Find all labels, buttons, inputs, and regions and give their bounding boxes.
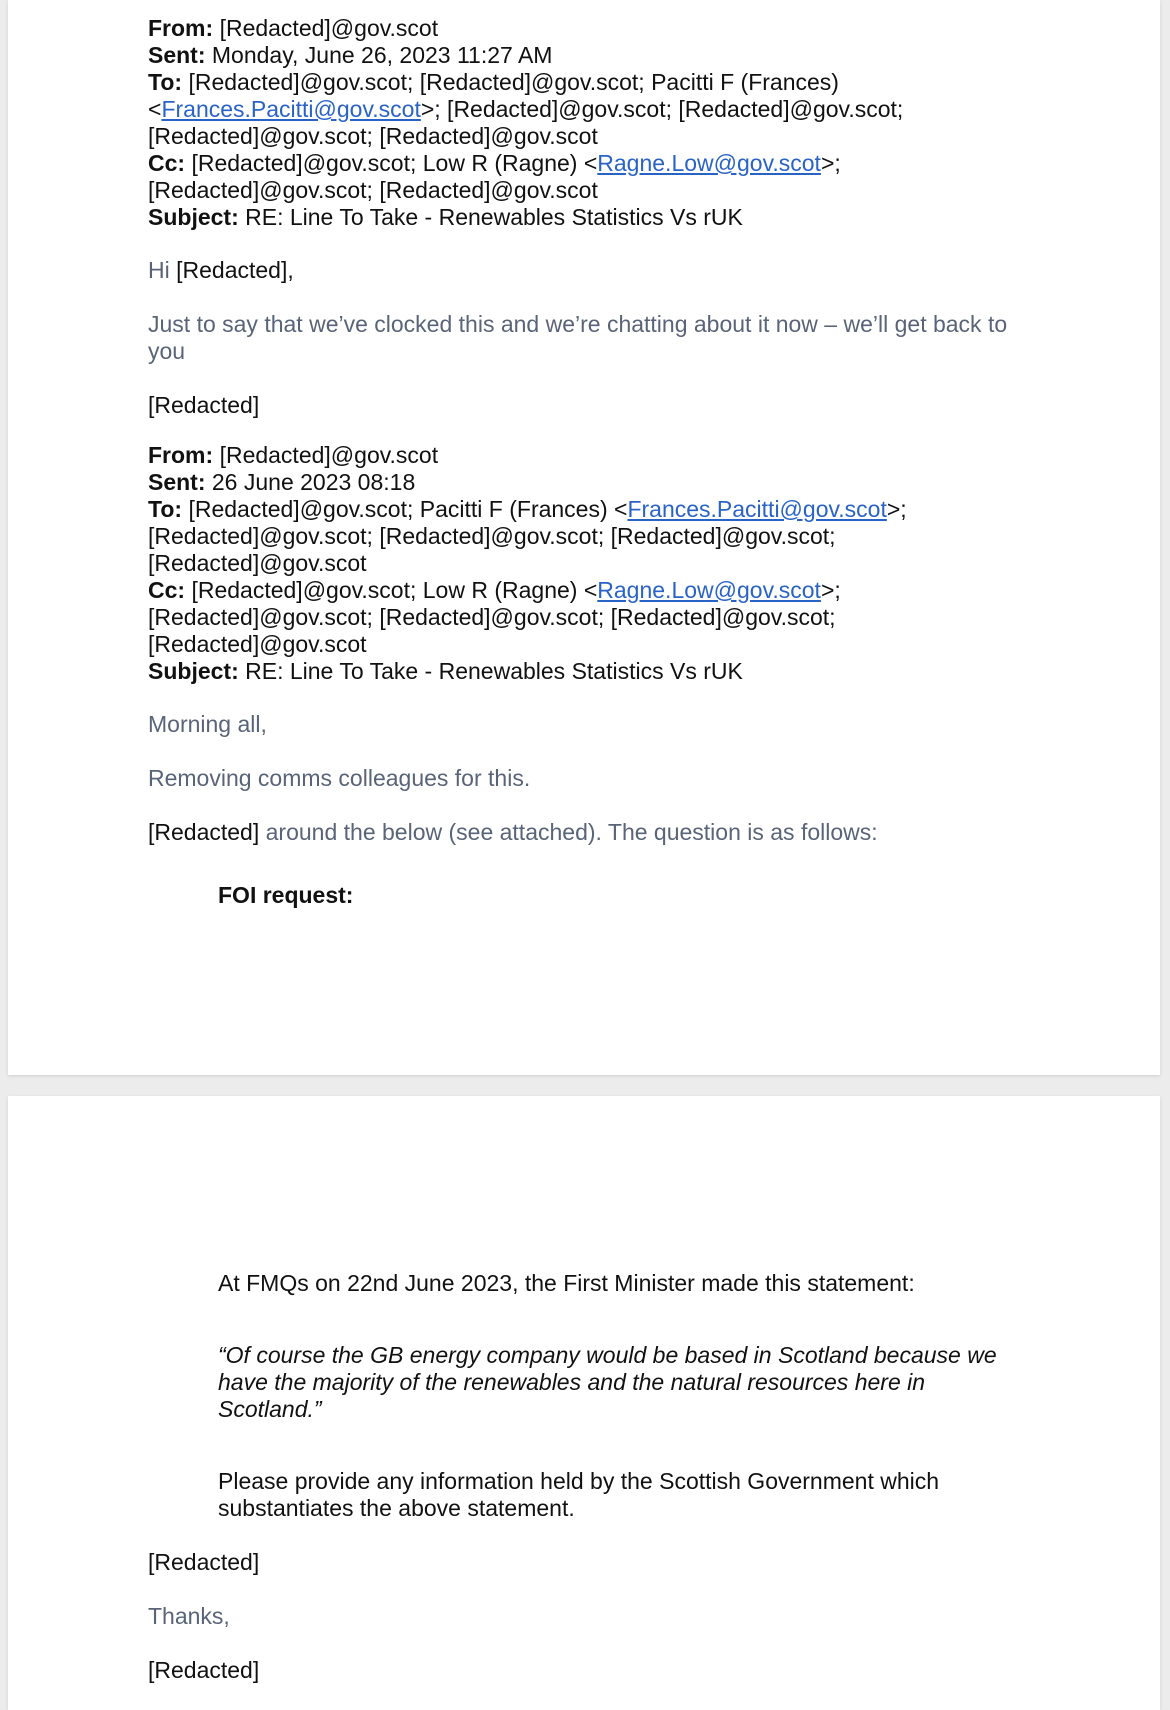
body-text: Removing comms colleagues for this.	[148, 765, 531, 791]
email-2-continued	[148, 1270, 1040, 1684]
to-line: [Redacted]@gov.scot; [Redacted]@gov.scot; Pacitti F (Frances)	[188, 69, 839, 95]
subject-label: Subject:	[148, 658, 239, 684]
to-label: To:	[148, 496, 183, 522]
request-line: Please provide any information held by the Scottish Government which	[218, 1468, 940, 1494]
subject-label: Subject:	[148, 204, 239, 230]
email-header-sent	[148, 469, 1040, 496]
to-text: >;	[886, 496, 907, 522]
to-text: [Redacted]@gov.scot; Pacitti F (Frances) <	[188, 496, 628, 522]
foi-heading: FOI request:	[218, 882, 354, 908]
email-link-frances[interactable]: Frances.Pacitti@gov.scot	[627, 496, 887, 522]
sent-label: Sent:	[148, 469, 206, 495]
greeting	[148, 257, 1040, 284]
email-header-cc-cont: [Redacted]@gov.scot	[148, 631, 367, 657]
redacted-text: [Redacted]	[148, 819, 260, 845]
document-page-1	[8, 0, 1160, 1075]
email-header-to-cont: [Redacted]@gov.scot; [Redacted]@gov.scot	[148, 123, 598, 149]
email-header-to-cont: [Redacted]@gov.scot; [Redacted]@gov.scot; [Redacted]@gov.scot;	[148, 523, 836, 549]
greeting-text: Hi	[148, 257, 177, 283]
email-header-to-cont	[148, 96, 1040, 123]
sent-value: 26 June 2023 08:18	[211, 469, 416, 495]
email-link-ragne[interactable]: Ragne.Low@gov.scot	[597, 577, 821, 603]
sent-label: Sent:	[148, 42, 206, 68]
to-text: <	[148, 96, 162, 122]
greeting: Morning all,	[148, 711, 267, 737]
subject-value: RE: Line To Take - Renewables Statistics Vs rUK	[245, 658, 743, 684]
email-header-sent	[148, 42, 1040, 69]
cc-text: >;	[820, 150, 841, 176]
from-value: [Redacted]@gov.scot	[219, 442, 439, 468]
quote-line: “Of course the GB energy company would be based in Scotland because we	[218, 1342, 997, 1368]
sent-value: Monday, June 26, 2023 11:27 AM	[211, 42, 553, 68]
to-label: To:	[148, 69, 183, 95]
email-header-subject	[148, 658, 1040, 685]
signoff: [Redacted]	[148, 392, 260, 418]
body-line: around the below (see attached). The question is as follows:	[259, 819, 878, 845]
email-header-cc-cont: [Redacted]@gov.scot; [Redacted]@gov.scot; [Redacted]@gov.scot;	[148, 604, 836, 630]
body-text	[148, 819, 1040, 846]
body-text	[148, 311, 1040, 365]
email-header-subject	[148, 204, 1040, 231]
cc-label: Cc:	[148, 577, 186, 603]
quote-line: have the majority of the renewables and the natural resources here in	[218, 1369, 926, 1395]
cc-text: >;	[820, 577, 841, 603]
request-line: substantiates the above statement.	[218, 1495, 575, 1521]
email-link-frances[interactable]: Frances.Pacitti@gov.scot	[161, 96, 421, 122]
email-header-from	[148, 442, 1040, 469]
from-label: From:	[148, 442, 214, 468]
greeting-redacted: [Redacted],	[176, 257, 294, 283]
quote-line: Scotland.”	[218, 1396, 322, 1422]
from-label: From:	[148, 15, 214, 41]
email-1	[148, 15, 1040, 419]
cc-text: [Redacted]@gov.scot; Low R (Ragne) <	[191, 577, 598, 603]
email-header-cc	[148, 577, 1040, 604]
email-header-to	[148, 69, 1040, 96]
email-header-cc	[148, 150, 1040, 177]
from-value: [Redacted]@gov.scot	[219, 15, 439, 41]
cc-text: [Redacted]@gov.scot; Low R (Ragne) <	[191, 150, 598, 176]
document-page-2	[8, 1096, 1160, 1710]
signoff: [Redacted]	[148, 1657, 260, 1683]
body-line: Just to say that we’ve clocked this and we’re chatting about it now – we’ll get back to	[148, 311, 1008, 337]
first-minister-quote	[218, 1342, 1040, 1423]
email-header-to	[148, 496, 1040, 523]
redacted-text: [Redacted]	[148, 1549, 260, 1575]
subject-value: RE: Line To Take - Renewables Statistics Vs rUK	[245, 204, 743, 230]
email-link-ragne[interactable]: Ragne.Low@gov.scot	[597, 150, 821, 176]
foi-request-text	[218, 1468, 1040, 1522]
email-header-cc-cont: [Redacted]@gov.scot; [Redacted]@gov.scot	[148, 177, 598, 203]
email-header-from	[148, 15, 1040, 42]
body-line: you	[148, 338, 186, 364]
cc-label: Cc:	[148, 150, 186, 176]
thanks: Thanks,	[148, 1603, 230, 1629]
email-header-to-cont: [Redacted]@gov.scot	[148, 550, 367, 576]
email-2	[148, 442, 1040, 909]
fmq-statement-intro: At FMQs on 22nd June 2023, the First Minister made this statement:	[218, 1270, 915, 1296]
to-text: >; [Redacted]@gov.scot; [Redacted]@gov.scot;	[420, 96, 904, 122]
